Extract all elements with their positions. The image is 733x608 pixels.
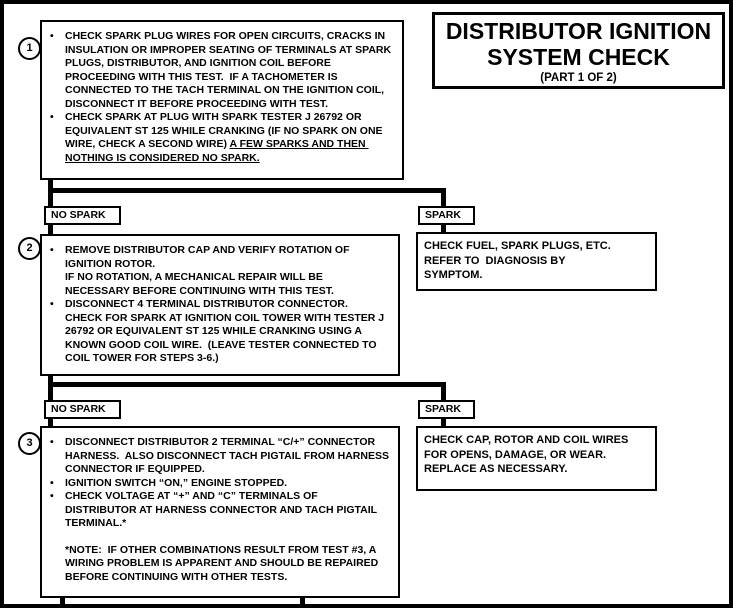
connector-line	[48, 188, 446, 193]
list-item	[50, 477, 390, 491]
bullet-icon: •	[50, 436, 54, 448]
result-text: FOR OPENS, DAMAGE, OR WEAR.	[424, 448, 607, 461]
page-title-line2: SYSTEM CHECK	[487, 44, 670, 70]
label-spark-1: SPARK	[418, 206, 475, 225]
bullet-spacer	[50, 271, 65, 298]
page-title-line1: DISTRIBUTOR IGNITION	[445, 18, 712, 44]
step-2-box	[40, 234, 400, 376]
item-text: IGNITION SWITCH “ON,” ENGINE STOPPED.	[65, 476, 288, 489]
step-1-number: 1	[18, 37, 41, 60]
item-text: REMOVE DISTRIBUTOR CAP AND VERIFY ROTATION OF IGNITION ROTOR.	[65, 244, 353, 270]
item-text-underlined: A FEW SPARKS AND THEN NOTHING IS CONSIDERED NO SPARK.	[65, 138, 369, 164]
step-3-box	[40, 426, 400, 598]
bullet-icon: •	[50, 490, 54, 502]
bullet-icon: •	[50, 476, 54, 489]
label-no-spark-1: NO SPARK	[44, 206, 121, 225]
result-text: REPLACE AS NECESSARY.	[424, 463, 568, 475]
connector-line	[441, 382, 446, 402]
bullet-icon: •	[50, 30, 54, 42]
list-item-continuation	[50, 271, 390, 298]
item-text-plain: CHECK SPARK AT PLUG WITH SPARK TESTER J 26792 OR EQUIVALENT ST 125 WHILE CRANKING (IF NO SPARK ON ONE WIRE, CHECK A SECOND WIRE)	[65, 111, 386, 150]
list-item	[50, 111, 394, 165]
title-box	[432, 12, 725, 89]
item-text: IF NO ROTATION, A MECHANICAL REPAIR WILL BE NECESSARY BEFORE CONTINUING WITH THIS TEST.	[65, 271, 334, 297]
result-text: CHECK FUEL, SPARK PLUGS, ETC.	[424, 240, 611, 252]
bullet-icon: •	[50, 111, 54, 123]
list-item	[50, 244, 390, 271]
result-box-check-fuel	[416, 232, 657, 291]
result-text: CHECK CAP, ROTOR AND COIL WIRES	[424, 434, 629, 446]
connector-line	[441, 188, 446, 208]
label-spark-2: SPARK	[418, 400, 475, 419]
footnote-text: *NOTE: IF OTHER COMBINATIONS RESULT FROM TEST #3, A WIRING PROBLEM IS APPARENT AND SHOULD BE REPAIRED BEFORE CONTINUING WITH OTHER TESTS.	[65, 543, 382, 583]
list-item	[50, 490, 390, 531]
bullet-icon: •	[50, 244, 54, 256]
item-text: DISCONNECT DISTRIBUTOR 2 TERMINAL “C/+” CONNECTOR HARNESS. ALSO DISCONNECT TACH PIGTAIL FROM HARNESS CONNECTOR IF EQUIPPED.	[65, 436, 392, 475]
page-subtitle: (PART 1 OF 2)	[540, 72, 617, 84]
connector-line	[48, 374, 53, 402]
list-item	[50, 298, 390, 366]
item-text: DISCONNECT 4 TERMINAL DISTRIBUTOR CONNECTOR. CHECK FOR SPARK AT IGNITION COIL TOWER WITH TESTER J 26792 OR EQUIVALENT ST 125 WHILE CRANKING USING A KNOWN GOOD COIL WIRE. (LEAVE TESTER CONNECTED TO COIL TOWER FOR STEPS 3-6.)	[65, 298, 388, 364]
result-box-check-cap-rotor	[416, 426, 657, 491]
step-3-number: 3	[18, 432, 41, 455]
item-text: CHECK SPARK PLUG WIRES FOR OPEN CIRCUITS, CRACKS IN INSULATION OR IMPROPER SEATING OF TERMINALS AT SPARK PLUGS, DISTRIBUTOR, AND IGNITION COIL BEFORE PROCEEDING WITH THIS TEST. IF A TACHOMETER IS CONNECTED TO THE TACH TERMINAL ON THE IGNITION COIL, DISCONNECT IT BEFORE PROCEEDING WITH TEST.	[65, 30, 395, 110]
bullet-spacer	[50, 544, 65, 585]
list-item	[50, 436, 390, 477]
result-text: SYMPTOM.	[424, 269, 483, 281]
connector-line	[48, 180, 53, 208]
connector-line	[48, 382, 446, 387]
bullet-icon: •	[50, 298, 54, 310]
result-text: REFER TO DIAGNOSIS BY	[424, 254, 566, 267]
item-text	[65, 111, 394, 165]
step-1-box	[40, 20, 404, 180]
item-text: CHECK VOLTAGE AT “+” AND “C” TERMINALS OF DISTRIBUTOR AT HARNESS CONNECTOR AND TACH PIGTAIL TERMINAL.*	[65, 490, 380, 529]
step-2-number: 2	[18, 237, 41, 260]
list-item	[50, 30, 394, 111]
label-no-spark-2: NO SPARK	[44, 400, 121, 419]
footnote	[50, 544, 390, 585]
